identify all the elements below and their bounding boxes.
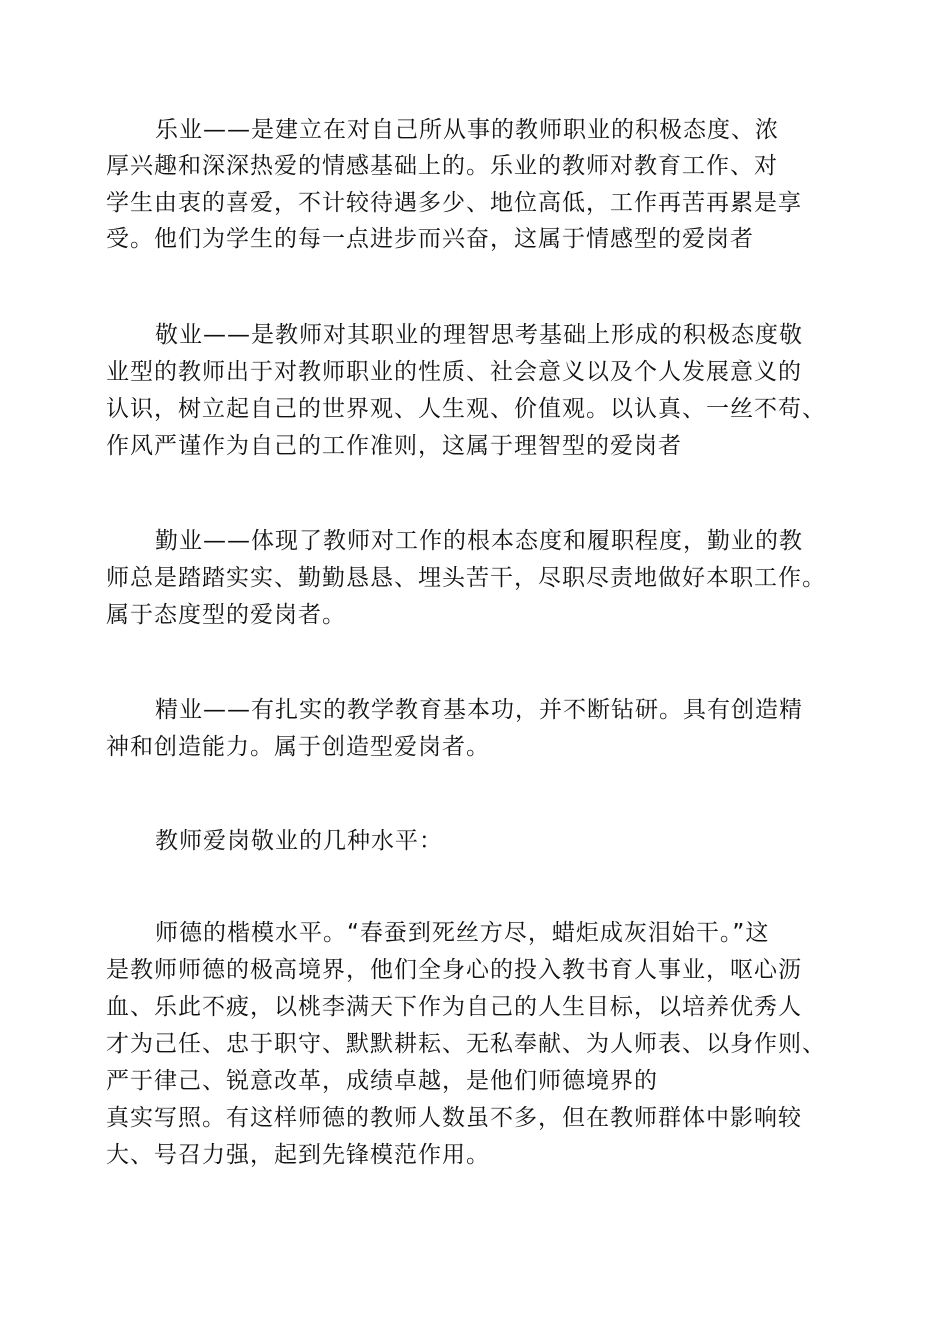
paragraph-line: 乐业——是建立在对自己所从事的教师职业的积极态度、浓 <box>155 117 779 143</box>
paragraph-line: 血、乐此不疲，以桃李满天下作为自己的人生目标，以培养优秀人 <box>106 994 802 1020</box>
paragraph-line: 教师爱岗敬业的几种水平： <box>155 828 443 854</box>
paragraph-line: 作风严谨作为自己的工作准则，这属于理智型的爱岗者 <box>106 433 682 459</box>
paragraph-line: 大、号召力强，起到先锋模范作用。 <box>106 1142 490 1168</box>
paragraph-line: 认识，树立起自己的世界观、人生观、价值观。以认真、一丝不苟、 <box>106 396 826 422</box>
paragraph-line: 师德的楷模水平。“春蚕到死丝方尽，蜡炬成灰泪始干。”这 <box>155 920 770 946</box>
paragraph-line: 严于律己、锐意改革，成绩卓越，是他们师德境界的 <box>106 1068 658 1094</box>
paragraph-line: 师总是踏踏实实、勤勤恳恳、埋头苦干，尽职尽责地做好本职工作。 <box>106 565 826 591</box>
paragraph-line: 神和创造能力。属于创造型爱岗者。 <box>106 734 490 760</box>
paragraph-line: 业型的教师出于对教师职业的性质、社会意义以及个人发展意义的 <box>106 359 802 385</box>
paragraph-line: 敬业——是教师对其职业的理智思考基础上形成的积极态度敬 <box>155 322 803 348</box>
paragraph-line: 是教师师德的极高境界，他们全身心的投入教书育人事业，呕心沥 <box>106 957 802 983</box>
paragraph-line: 属于态度型的爱岗者。 <box>106 602 346 628</box>
paragraph-line: 才为己任、忠于职守、默默耕耘、无私奉献、为人师表、以身作则、 <box>106 1031 826 1057</box>
paragraph-line: 勤业——体现了教师对工作的根本态度和履职程度，勤业的教 <box>155 528 803 554</box>
paragraph-line: 厚兴趣和深深热爱的情感基础上的。乐业的教师对教育工作、对 <box>106 153 778 179</box>
paragraph-line: 真实写照。有这样师德的教师人数虽不多，但在教师群体中影响较 <box>106 1105 802 1131</box>
paragraph-line: 精业——有扎实的教学教育基本功，并不断钻研。具有创造精 <box>155 697 803 723</box>
paragraph-line: 学生由衷的喜爱，不计较待遇多少、地位高低，工作再苦再累是享 <box>106 190 802 216</box>
paragraph-line: 受。他们为学生的每一点进步而兴奋，这属于情感型的爱岗者 <box>106 226 754 252</box>
